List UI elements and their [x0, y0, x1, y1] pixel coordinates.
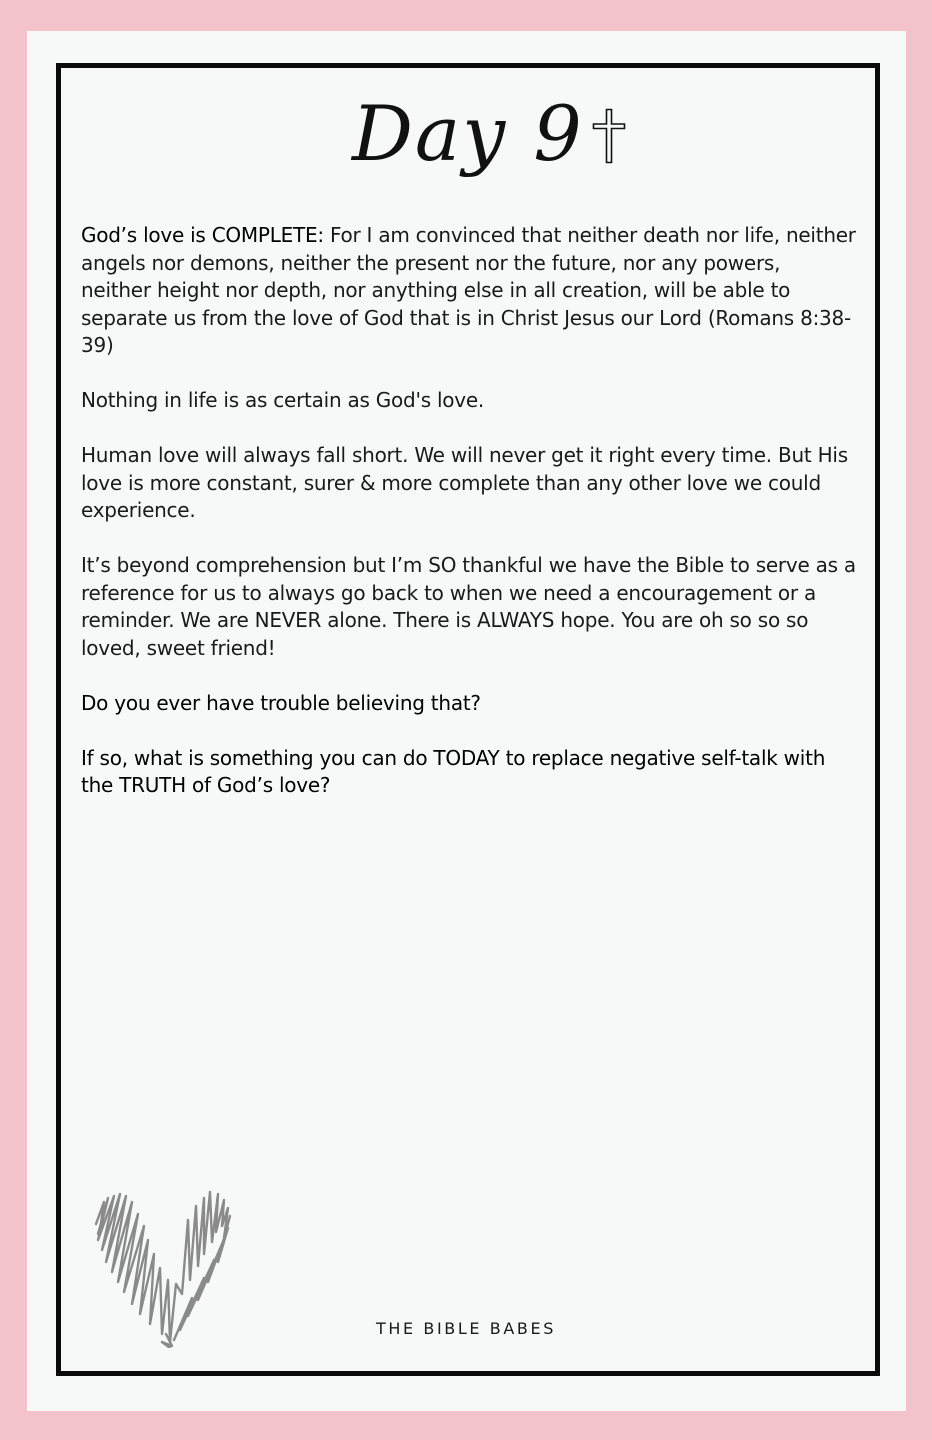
verse-paragraph: [81, 222, 856, 360]
paragraph-comprehension: It’s beyond comprehension but I’m SO thankful we have the Bible to serve as a reference for us to always go back to when we need a encouragement or a reminder. We are NEVER alone. There is ALWAYS hope. You are oh so so so loved, sweet friend!: [81, 553, 856, 660]
reflection-question-1: Do you ever have trouble believing that?: [81, 690, 481, 715]
cross-icon: [592, 108, 626, 164]
devotional-body: [81, 222, 856, 827]
paragraph-human-love: Human love will always fall short. We will never get it right every time. But His love is more constant, surer & more complete than any other love we could experience.: [81, 443, 848, 522]
page-title: Day 9: [352, 89, 584, 178]
verse-lead: God’s love is COMPLETE:: [81, 223, 324, 247]
title-area: [0, 84, 932, 204]
reflection-question-2: If so, what is something you can do TODAY to replace negative self-talk with the TRUTH of God’s love?: [81, 745, 826, 797]
paragraph-certain: Nothing in life is as certain as God's love.: [81, 388, 485, 412]
verse-text: For I am convinced that neither death nor life, neither angels nor demons, neither the present nor the future, nor any powers, neither height nor depth, nor anything else in all creation, will be able to separate us from the love of God that is in Christ Jesus our Lord (Romans 8:38-39): [81, 223, 856, 357]
brand-footer: THE BIBLE BABES: [376, 1319, 556, 1338]
